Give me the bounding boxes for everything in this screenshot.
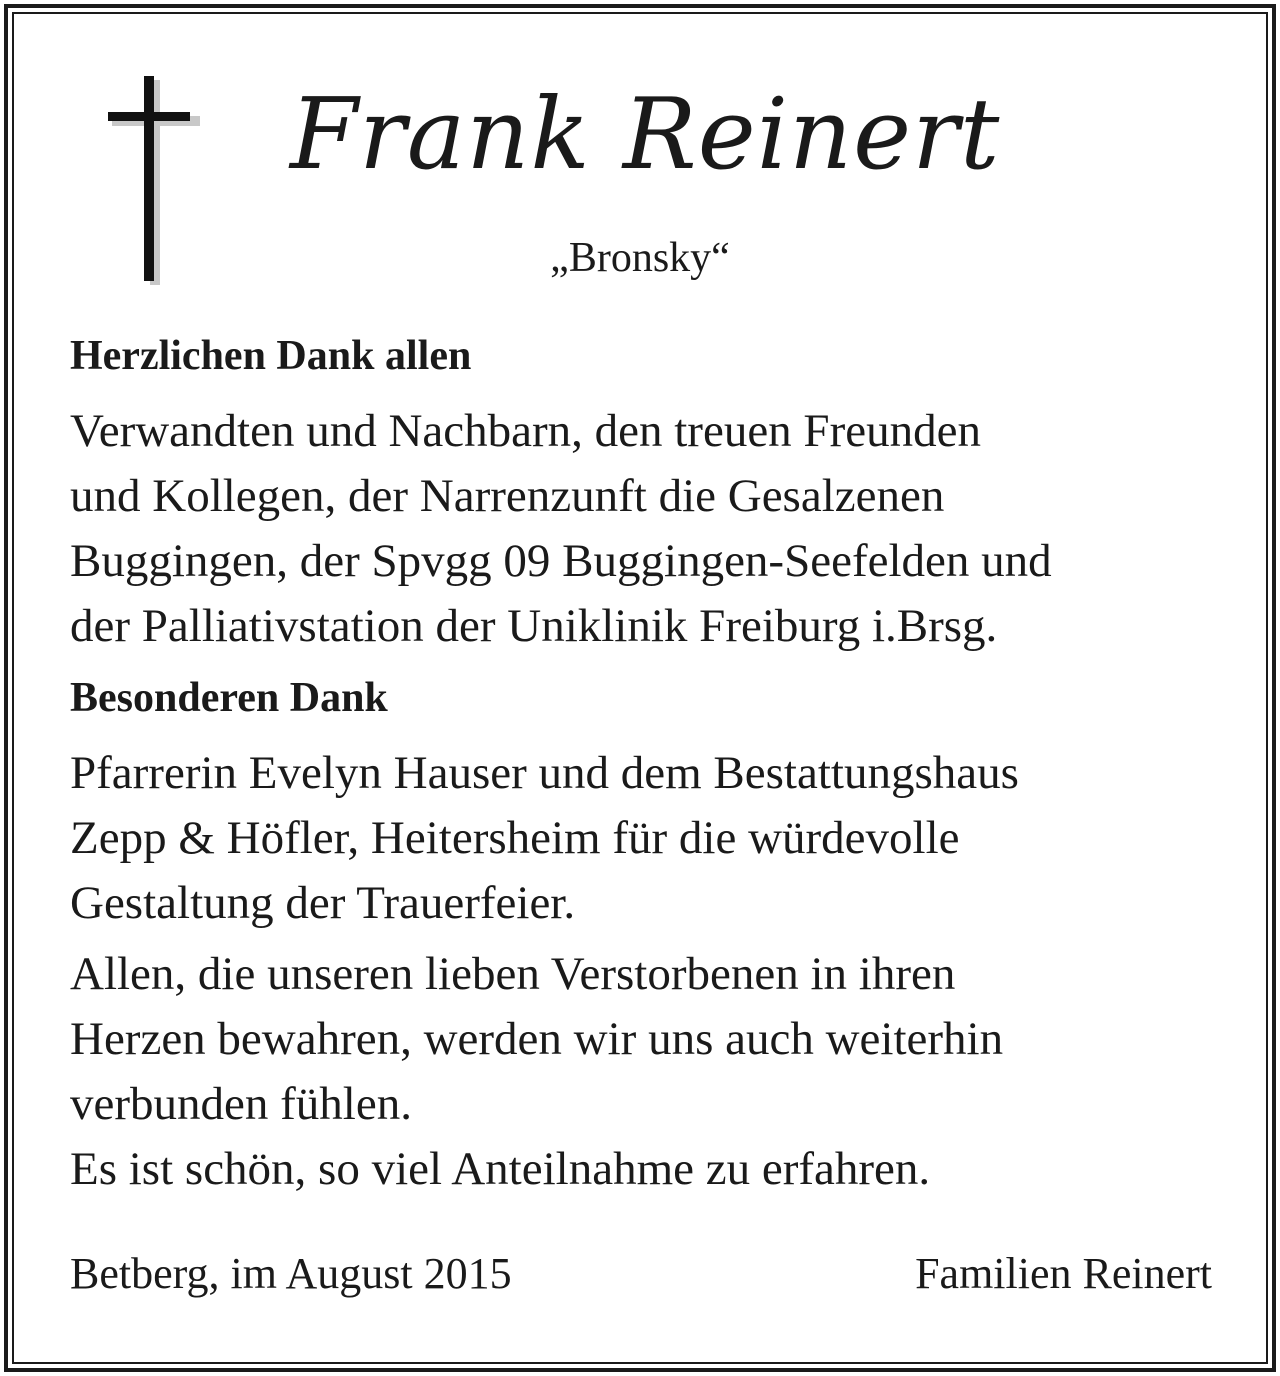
text-line: verbunden fühlen. bbox=[70, 1078, 412, 1130]
place-date: Betberg, im August 2015 bbox=[70, 1249, 512, 1298]
text-line: Allen, die unseren lieben Verstorbenen in ihren bbox=[70, 948, 956, 1000]
text-line: Zepp & Höfler, Heitersheim für die würdevolle bbox=[70, 812, 960, 864]
text-line: Verwandten und Nachbarn, den treuen Freunden bbox=[70, 405, 981, 457]
section1-text bbox=[70, 399, 1230, 659]
deceased-name: Frank Reinert bbox=[290, 78, 1001, 192]
text-line: Herzen bewahren, werden wir uns auch weiterhin bbox=[70, 1013, 1004, 1065]
section1-heading: Herzlichen Dank allen bbox=[70, 333, 472, 379]
section2-heading: Besonderen Dank bbox=[70, 675, 388, 721]
text-line: Gestaltung der Trauerfeier. bbox=[70, 877, 576, 929]
closing-text bbox=[70, 942, 1230, 1202]
section2-text bbox=[70, 741, 1230, 936]
cross-icon bbox=[100, 70, 210, 290]
signature: Familien Reinert bbox=[915, 1249, 1212, 1298]
text-line: Es ist schön, so viel Anteilnahme zu erfahren. bbox=[70, 1143, 931, 1195]
text-line: und Kollegen, der Narrenzunft die Gesalzenen bbox=[70, 470, 945, 522]
nickname: „Bronsky“ bbox=[550, 235, 730, 281]
text-line: Buggingen, der Spvgg 09 Buggingen-Seefelden und bbox=[70, 535, 1052, 587]
text-line: der Palliativstation der Uniklinik Freiburg i.Brsg. bbox=[70, 600, 998, 652]
text-line: Pfarrerin Evelyn Hauser und dem Bestattungshaus bbox=[70, 747, 1019, 799]
